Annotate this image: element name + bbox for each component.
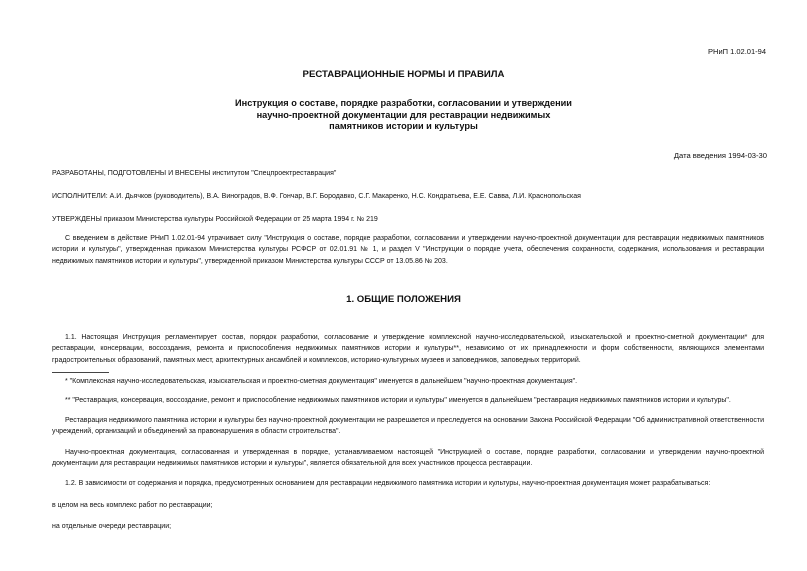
- paragraph-1-1: [52, 332, 764, 366]
- footnote-1: [52, 378, 577, 385]
- developed-by: РАЗРАБОТАНЫ, ПОДГОТОВЛЕНЫ И ВНЕСЕНЫ институтом "Спецпроектреставрация": [52, 170, 337, 177]
- document-subtitle: [0, 98, 807, 133]
- footnote-2-text: ** "Реставрация, консервация, воссоздание, ремонт и приспособление недвижимых памятников истории и культуры" именуется в дальнейшем "реставрация недвижимых памятников истории и культуры".: [65, 397, 731, 404]
- paragraph-restoration: [52, 415, 764, 438]
- list-item: в целом на весь комплекс работ по реставрации;: [52, 502, 213, 509]
- subtitle-line-1: Инструкция о составе, порядке разработки, согласовании и утверждении: [235, 98, 572, 108]
- list-item: на отдельные очереди реставрации;: [52, 523, 172, 530]
- introduction-date: Дата введения 1994-03-30: [673, 151, 767, 160]
- intro-paragraph: [52, 233, 764, 267]
- paragraph-documentation: [52, 447, 764, 470]
- approved-by: УТВЕРЖДЕНЫ приказом Министерства культуры Российской Федерации от 25 марта 1994 г. № 219: [52, 216, 378, 223]
- paragraph-1-2-text: 1.2. В зависимости от содержания и порядка, предусмотренных основанием для реставрации недвижимого памятника истории и культуры, научно-проектная документация может разрабатываться:: [65, 480, 711, 487]
- executors: ИСПОЛНИТЕЛИ: А.И. Дьячков (руководитель), В.А. Виноградов, В.Ф. Гончар, В.Г. Бородавко, С.Г. Макаренко, Н.С. Кондратьева, Е.Е. Савва, Л.И. Краснопольская: [52, 193, 581, 200]
- paragraph-1-1-text: 1.1. Настоящая Инструкция регламентирует состав, порядок разработки, согласование и утверждение комплексной научно-исследовательской, изыскательской и проектно-сметной документации* для реставрации, консервации, воссоздания, ремонта и приспособления недвижимых памятников истории и культуры**, независимо от их принадлежности и форм собственности, являющихся элементами градостроительных образований, памятных мест, архитектурных ансамблей и комплексов, историко-культурных музеев и заповедников, заповедных территорий.: [52, 334, 764, 364]
- paragraph-documentation-text: Научно-проектная документация, согласованная и утвержденная в порядке, устанавливаемом настоящей "Инструкцией о составе, порядке разработки, согласовании и утверждении научно-проектной документации для реставрации недвижимых памятников истории и культуры", является обязательной для всех участников процесса реставрации.: [52, 449, 764, 468]
- paragraph-restoration-text: Реставрация недвижимого памятника истории и культуры без научно-проектной документации не разрешается и преследуется на основании Закона Российской Федерации "Об административной ответственности учреждений, организаций и объединений за правонарушения в области строительства".: [52, 417, 764, 436]
- footnote-divider: [52, 372, 109, 373]
- intro-paragraph-text: С введением в действие РНиП 1.02.01-94 утрачивает силу "Инструкция о составе, порядке разработки, согласовании и утверждении научно-проектной документации для реставрации недвижимых памятников истории и культуры", утвержденная приказом Министерства культуры РСФСР от 02.01.91 № 1, и раздел V "Инструкции о порядке учета, обеспечения сохранности, содержания, использования и реставрации недвижимых памятников истории и культуры", утвержденной приказом Министерства культуры СССР от 13.05.86 № 203.: [52, 235, 764, 265]
- paragraph-1-2: [52, 480, 710, 487]
- document-code: РНиП 1.02.01-94: [708, 47, 766, 56]
- section-1-title: 1. ОБЩИЕ ПОЛОЖЕНИЯ: [346, 294, 461, 305]
- subtitle-line-3: памятников истории и культуры: [329, 121, 478, 131]
- subtitle-line-2: научно-проектной документации для реставрации недвижимых: [256, 109, 551, 120]
- footnote-2: [52, 397, 731, 404]
- main-title: РЕСТАВРАЦИОННЫЕ НОРМЫ И ПРАВИЛА: [302, 69, 505, 80]
- footnote-1-text: * "Комплексная научно-исследовательская, изыскательская и проектно-сметная документация" именуется в дальнейшем "научно-проектная документация".: [65, 378, 578, 385]
